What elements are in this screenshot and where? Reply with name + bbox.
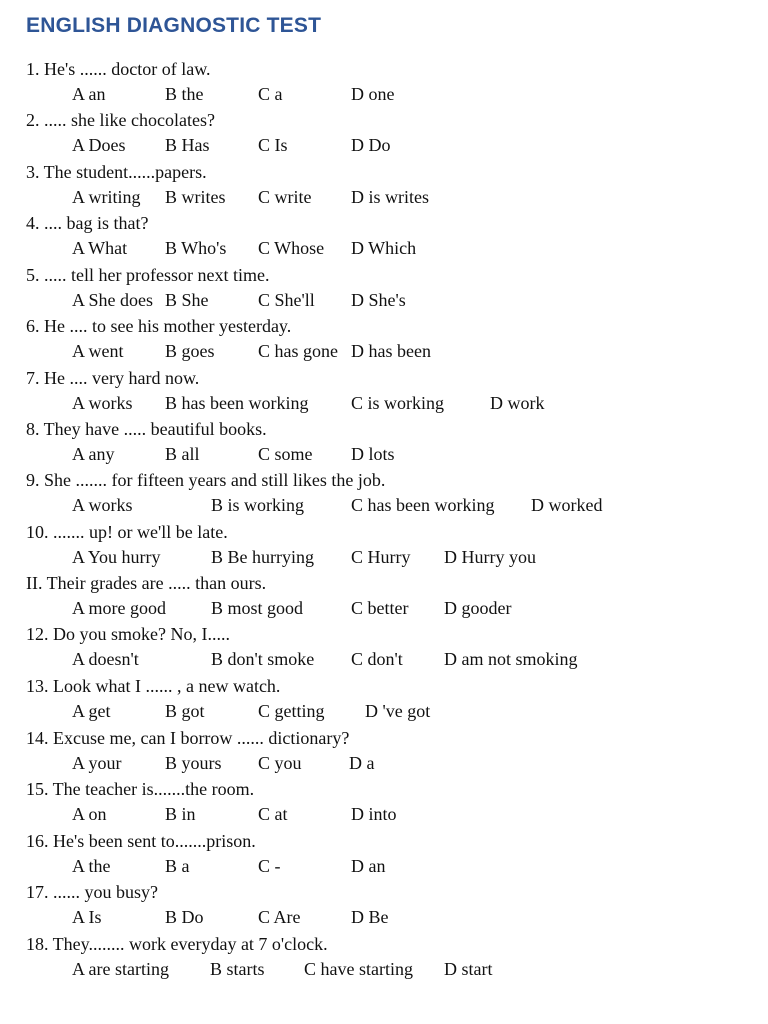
question-11-option-b: B most good xyxy=(211,598,304,618)
question-3-option-a: A writing xyxy=(72,187,141,207)
question-1-option-d: D one xyxy=(351,84,395,104)
question-17-text: 17. ...... you busy? xyxy=(26,882,158,902)
question-4-option-d: D Which xyxy=(351,238,417,258)
question-14-option-c: C you xyxy=(258,753,302,773)
question-7-option-c: C is working xyxy=(351,393,445,413)
question-6-option-b: B goes xyxy=(165,341,215,361)
question-3-text: 3. The student......papers. xyxy=(26,162,207,182)
question-2-option-c: C Is xyxy=(258,135,288,155)
question-6-option-c: C has gone xyxy=(258,341,338,361)
question-2-text: 2. ..... she like chocolates? xyxy=(26,110,215,130)
question-8-option-a: A any xyxy=(72,444,115,464)
question-5-option-d: D She's xyxy=(351,290,406,310)
question-12-option-b: B don't smoke xyxy=(211,649,315,669)
question-10-option-a: A You hurry xyxy=(72,547,161,567)
question-9-option-a: A works xyxy=(72,495,133,515)
question-7-option-d: D work xyxy=(490,393,545,413)
question-3-option-d: D is writes xyxy=(351,187,429,207)
question-11-option-c: C better xyxy=(351,598,409,618)
question-4-option-c: C Whose xyxy=(258,238,325,258)
question-9-text: 9. She ....... for fifteen years and still likes the job. xyxy=(26,470,386,490)
question-15-option-d: D into xyxy=(351,804,397,824)
question-10-option-c: C Hurry xyxy=(351,547,411,567)
question-18-option-c: C have starting xyxy=(304,959,413,979)
question-16-option-c: C - xyxy=(258,856,281,876)
page-title: ENGLISH DIAGNOSTIC TEST xyxy=(26,14,322,37)
question-6-option-a: A went xyxy=(72,341,124,361)
question-15-option-b: B in xyxy=(165,804,196,824)
question-4-option-b: B Who's xyxy=(165,238,227,258)
question-5-text: 5. ..... tell her professor next time. xyxy=(26,265,270,285)
question-1-option-a: A an xyxy=(72,84,106,104)
question-10-text: 10. ....... up! or we'll be late. xyxy=(26,522,228,542)
question-10-option-d: D Hurry you xyxy=(444,547,536,567)
question-12-option-d: D am not smoking xyxy=(444,649,578,669)
question-2-option-b: B Has xyxy=(165,135,210,155)
question-10-option-b: B Be hurrying xyxy=(211,547,314,567)
question-1-text: 1. He's ...... doctor of law. xyxy=(26,59,211,79)
question-15-text: 15. The teacher is.......the room. xyxy=(26,779,255,799)
question-18-option-b: B starts xyxy=(210,959,265,979)
question-7-option-a: A works xyxy=(72,393,133,413)
question-18-option-d: D start xyxy=(444,959,493,979)
question-2-option-d: D Do xyxy=(351,135,391,155)
question-4-option-a: A What xyxy=(72,238,128,258)
question-7-text: 7. He .... very hard now. xyxy=(26,368,200,388)
question-17-option-b: B Do xyxy=(165,907,204,927)
question-8-option-b: B all xyxy=(165,444,200,464)
question-12-option-a: A doesn't xyxy=(72,649,139,669)
question-6-text: 6. He .... to see his mother yesterday. xyxy=(26,316,292,336)
question-16-option-a: A the xyxy=(72,856,111,876)
question-8-text: 8. They have ..... beautiful books. xyxy=(26,419,267,439)
question-13-option-d: D 've got xyxy=(365,701,431,721)
question-6-option-d: D has been xyxy=(351,341,431,361)
question-15-option-c: C at xyxy=(258,804,288,824)
question-9-option-b: B is working xyxy=(211,495,305,515)
question-8-option-c: C some xyxy=(258,444,313,464)
question-5-option-c: C She'll xyxy=(258,290,315,310)
question-11-text: II. Their grades are ..... than ours. xyxy=(26,573,267,593)
question-12-option-c: C don't xyxy=(351,649,403,669)
question-2-option-a: A Does xyxy=(72,135,126,155)
question-5-option-b: B She xyxy=(165,290,209,310)
question-1-option-c: C a xyxy=(258,84,283,104)
question-8-option-d: D lots xyxy=(351,444,395,464)
question-18-text: 18. They........ work everyday at 7 o'clock. xyxy=(26,934,328,954)
question-17-option-a: A Is xyxy=(72,907,102,927)
question-14-option-b: B yours xyxy=(165,753,222,773)
question-13-option-c: C getting xyxy=(258,701,325,721)
question-14-option-d: D a xyxy=(349,753,375,773)
question-3-option-c: C write xyxy=(258,187,312,207)
question-12-text: 12. Do you smoke? No, I..... xyxy=(26,624,230,644)
question-18-option-a: A are starting xyxy=(72,959,169,979)
question-7-option-b: B has been working xyxy=(165,393,309,413)
question-5-option-a: A She does xyxy=(72,290,153,310)
question-9-option-d: D worked xyxy=(531,495,603,515)
question-4-text: 4. .... bag is that? xyxy=(26,213,149,233)
question-17-option-d: D Be xyxy=(351,907,389,927)
question-13-option-a: A get xyxy=(72,701,111,721)
question-17-option-c: C Are xyxy=(258,907,301,927)
question-3-option-b: B writes xyxy=(165,187,226,207)
question-14-option-a: A your xyxy=(72,753,122,773)
question-15-option-a: A on xyxy=(72,804,107,824)
question-16-text: 16. He's been sent to.......prison. xyxy=(26,831,256,851)
question-13-text: 13. Look what I ...... , a new watch. xyxy=(26,676,281,696)
question-1-option-b: B the xyxy=(165,84,204,104)
question-9-option-c: C has been working xyxy=(351,495,495,515)
question-14-text: 14. Excuse me, can I borrow ...... dictionary? xyxy=(26,728,350,748)
question-11-option-a: A more good xyxy=(72,598,166,618)
question-16-option-b: B a xyxy=(165,856,190,876)
question-16-option-d: D an xyxy=(351,856,386,876)
question-11-option-d: D gooder xyxy=(444,598,512,618)
question-13-option-b: B got xyxy=(165,701,205,721)
